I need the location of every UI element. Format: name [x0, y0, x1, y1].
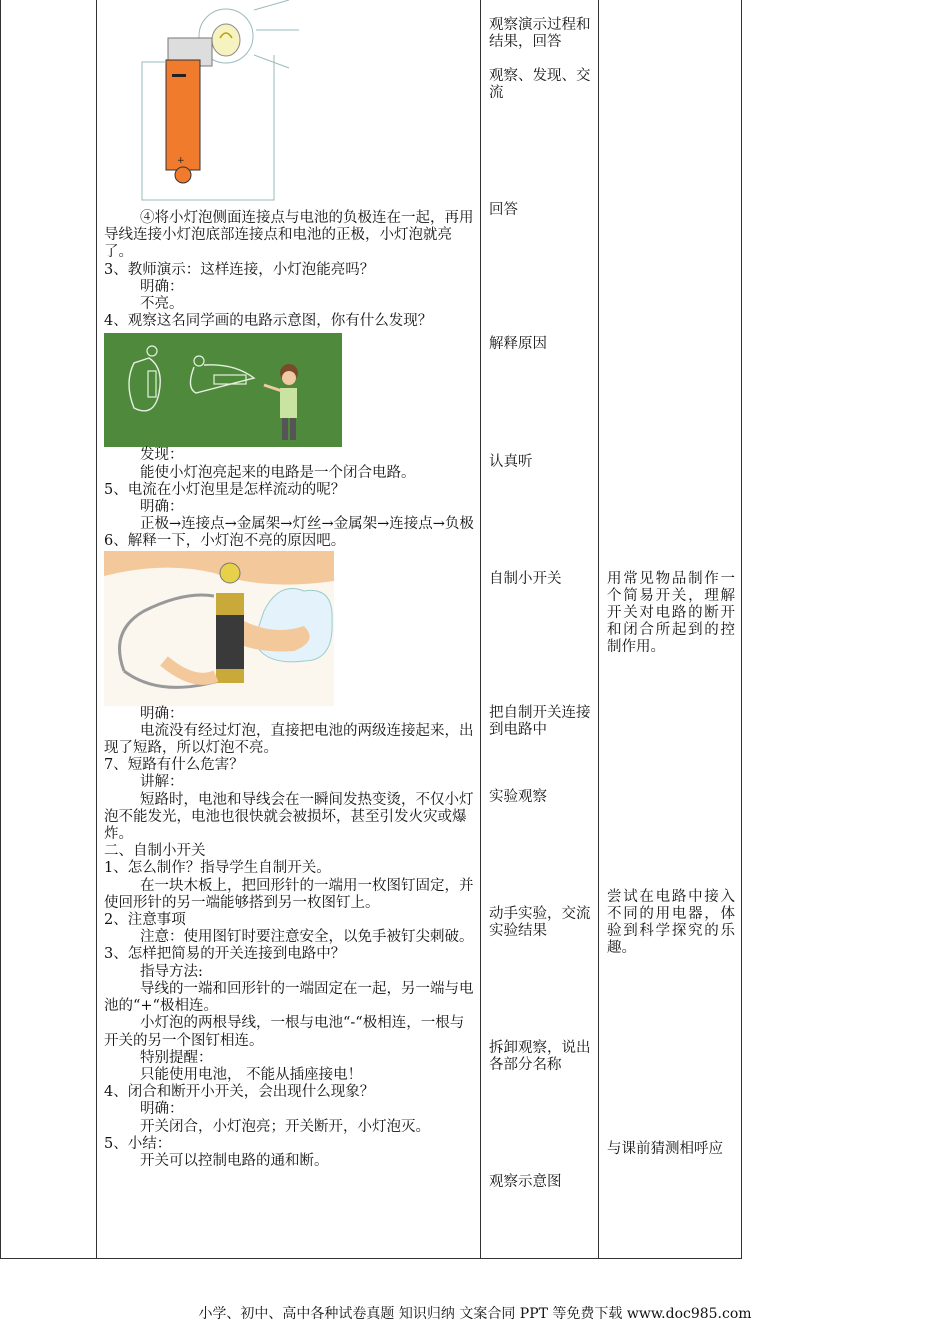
switch-step-3-text-b: 小灯泡的两根导线，一根与电池“-“极相连，一根与开关的另一个图钉相连。	[104, 1015, 465, 1049]
student-activity-5: 认真听	[489, 454, 533, 470]
answer-3: 不亮。	[140, 296, 184, 313]
student-activity-2: 观察、发现、交流	[489, 68, 591, 101]
explain-label: 讲解：	[140, 774, 184, 791]
table-border-right	[741, 0, 742, 1259]
student-activity-4: 解释原因	[489, 336, 547, 352]
step-4-text: ④将小灯泡侧面连接点与电池的负极连在一起，再用导线连接小灯泡底部连接点和电池的正极，小灯泡就亮了。	[104, 210, 474, 261]
table-border-bottom	[0, 1258, 742, 1259]
summary-text: 开关可以控制电路的通和断。	[140, 1152, 329, 1169]
special-reminder-label: 特别提醒：	[140, 1049, 213, 1066]
switch-step-2: 2、注意事项	[104, 912, 186, 929]
switch-step-2-text: 注意：使用图钉时要注意安全，以免手被钉尖刺破。	[140, 929, 474, 946]
switch-step-4: 4、闭合和断开小开关，会出现什么现象？	[104, 1084, 375, 1101]
design-intent-3: 与课前猜测相呼应	[607, 1141, 723, 1157]
question-6: 6、解释一下，小灯泡不亮的原因吧。	[104, 533, 346, 550]
student-activity-9: 动手实验，交流实验结果	[489, 906, 591, 939]
switch-step-3-text-a: 导线的一端和回形针的一端固定在一起，另一端与电池的“+“极相连。	[104, 980, 474, 1015]
discovery-text: 能使小灯泡亮起来的电路是一个闭合电路。	[140, 464, 416, 481]
student-activity-3: 回答	[489, 202, 518, 218]
student-activity-1: 观察演示过程和结果，回答	[489, 17, 591, 50]
teacher-activity-column	[104, 0, 474, 1170]
clarify-label-4: 明确：	[140, 1101, 184, 1118]
section-2-heading: 二、自制小开关	[104, 843, 206, 860]
summary-heading: 5、小结：	[104, 1135, 172, 1152]
method-label: 指导方法:	[140, 963, 203, 980]
student-activity-10: 拆卸观察，说出各部分名称	[489, 1040, 591, 1073]
student-activity-7: 把自制开关连接到电路中	[489, 705, 591, 738]
clarify-label-3: 明确：	[140, 705, 184, 722]
discovery-label: 发现：	[140, 447, 184, 464]
answer-7: 短路时，电池和导线会在一瞬间发热变烫，不仅小灯泡不能发光，电池也很快就会被损坏，甚至引发火灾或爆炸。	[104, 791, 474, 843]
column-divider-2	[480, 0, 481, 1259]
question-4: 4、观察这名同学画的电路示意图，你有什么发现？	[104, 313, 433, 330]
chalkboard-circuit-figure	[104, 333, 342, 447]
page-footer: 小学、初中、高中各种试卷真题 知识归纳 文案合同 PPT 等免费下载 www.doc985.com	[198, 1306, 752, 1322]
special-reminder-text: 只能使用电池， 不能从插座接电！	[140, 1066, 363, 1083]
student-activity-6: 自制小开关	[489, 571, 562, 587]
battery-bulb-figure	[104, 0, 304, 210]
column-divider-3	[598, 0, 599, 1259]
answer-5: 正极→连接点→金属架→灯丝→金属架→连接点→负极	[140, 516, 474, 533]
question-5: 5、电流在小灯泡里是怎样流动的呢？	[104, 481, 346, 498]
design-intent-1: 用常见物品制作一个简易开关，理解开关对电路的断开和闭合所起到的控制作用。	[607, 571, 735, 655]
student-activity-11: 观察示意图	[489, 1174, 562, 1190]
svg-text:+: +	[177, 156, 185, 166]
switch-step-4-text: 开关闭合，小灯泡亮；开关断开，小灯泡灭。	[140, 1118, 430, 1135]
design-intent-2: 尝试在电路中接入不同的用电器，体验到科学探究的乐趣。	[607, 889, 735, 956]
question-3: 3、教师演示：这样连接，小灯泡能亮吗？	[104, 261, 375, 278]
clarify-label-2: 明确：	[140, 499, 184, 516]
switch-step-1-text: 在一块木板上，把回形针的一端用一枚图钉固定，并使回形针的另一端能够搭到另一枚图钉上。	[104, 877, 474, 911]
student-activity-8: 实验观察	[489, 789, 547, 805]
switch-step-3: 3、怎样把简易的开关连接到电路中？	[104, 946, 346, 963]
switch-step-1: 1、怎么制作？指导学生自制开关。	[104, 860, 331, 877]
column-divider-1	[96, 0, 97, 1259]
clarify-label-1: 明确：	[140, 278, 184, 295]
question-7: 7、短路有什么危害？	[104, 757, 244, 774]
answer-6: 电流没有经过灯泡，直接把电池的两级连接起来，出现了短路，所以灯泡不亮。	[104, 722, 474, 757]
short-circuit-figure	[104, 551, 334, 706]
table-border-left	[0, 0, 1, 1259]
